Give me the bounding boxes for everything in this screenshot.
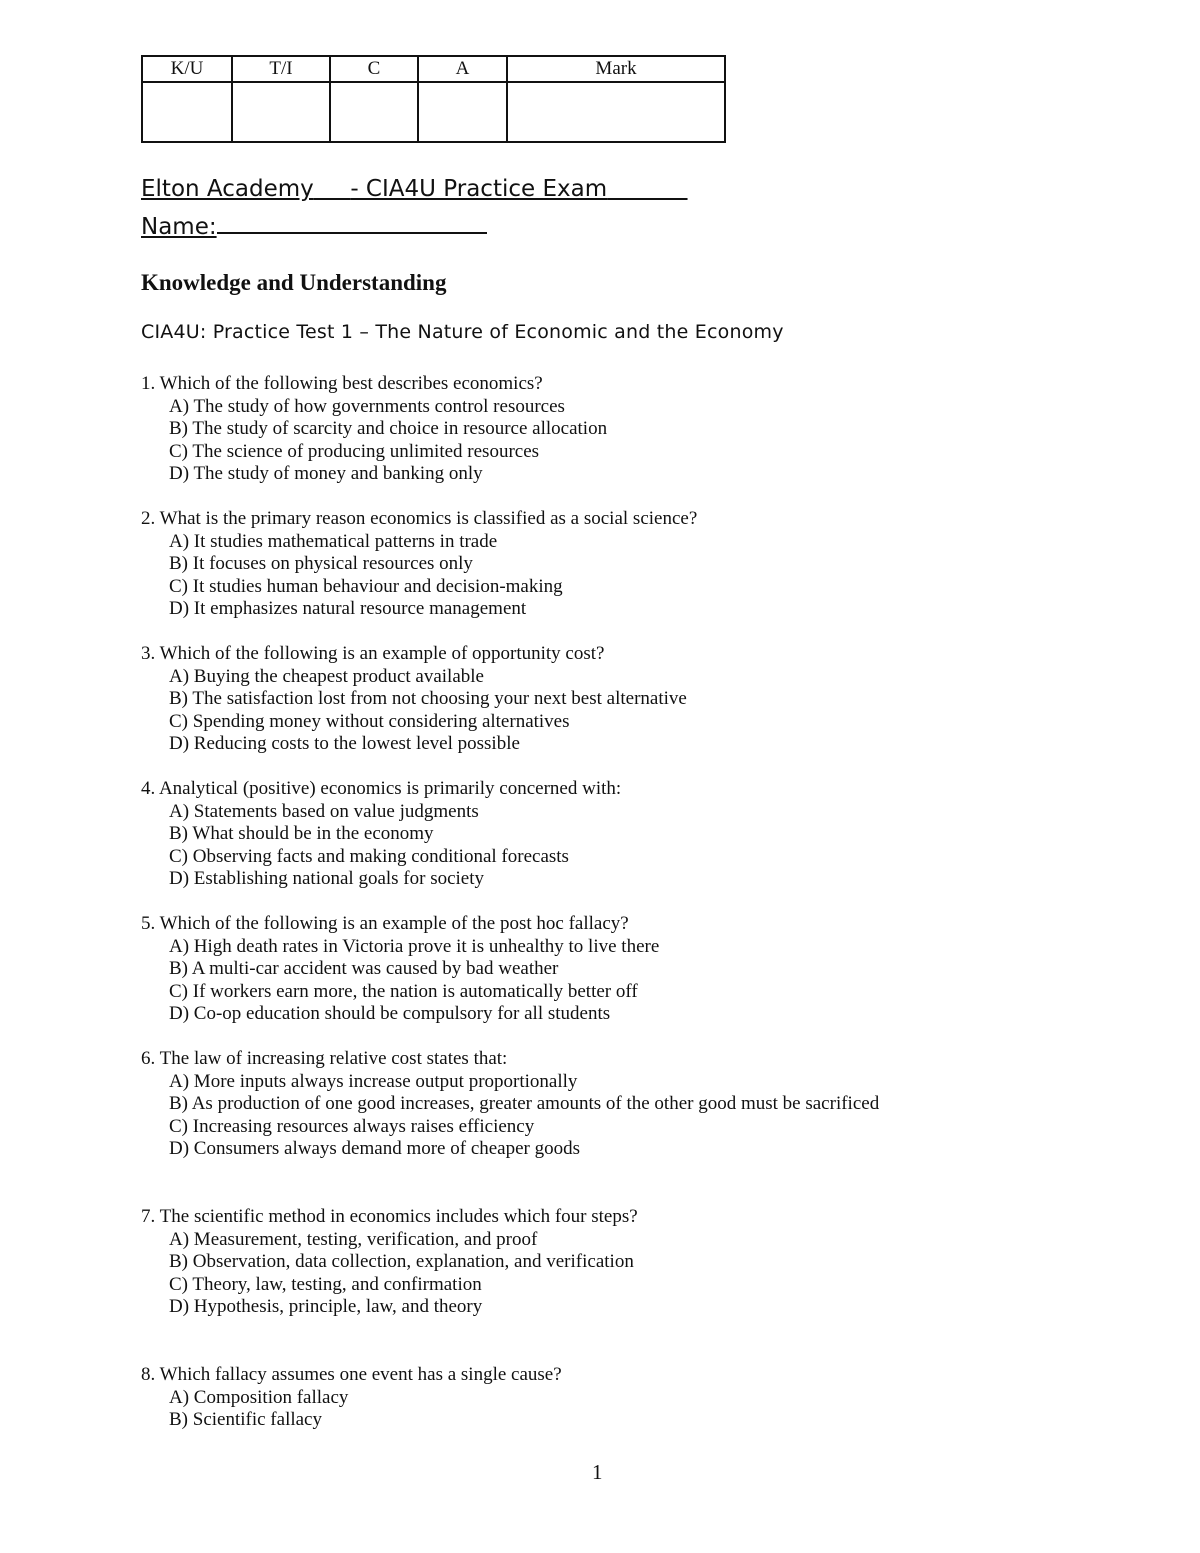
option-c: C) If workers earn more, the nation is automatically better off bbox=[169, 980, 638, 1002]
option-c: C) Observing facts and making conditional forecasts bbox=[169, 845, 569, 867]
marks-cell-c[interactable] bbox=[330, 82, 418, 142]
option-c: C) Increasing resources always raises efficiency bbox=[169, 1115, 535, 1137]
page-number: 1 bbox=[592, 1460, 603, 1484]
option-c: C) The science of producing unlimited resources bbox=[169, 440, 540, 462]
question-7 bbox=[141, 1206, 638, 1319]
option-a: A) Statements based on value judgments bbox=[169, 800, 479, 822]
option-b: B) The study of scarcity and choice in resource allocation bbox=[169, 418, 608, 440]
question-stem: 5. Which of the following is an example of the post hoc fallacy? bbox=[141, 913, 629, 934]
exam-title bbox=[141, 176, 688, 202]
question-2 bbox=[141, 508, 697, 621]
question-stem: 4. Analytical (positive) economics is primarily concerned with: bbox=[141, 778, 622, 799]
option-b: B) Scientific fallacy bbox=[169, 1409, 322, 1431]
question-stem: 3. Which of the following is an example of opportunity cost? bbox=[141, 643, 605, 664]
option-a: A) Composition fallacy bbox=[169, 1386, 349, 1408]
option-b: B) Observation, data collection, explanation, and verification bbox=[169, 1251, 634, 1273]
option-a: A) Buying the cheapest product available bbox=[169, 665, 484, 687]
exam-name: - CIA4U Practice Exam bbox=[350, 176, 608, 202]
option-c: C) It studies human behaviour and decision-making bbox=[169, 575, 563, 597]
name-field[interactable] bbox=[141, 210, 487, 240]
option-c: C) Theory, law, testing, and confirmation bbox=[169, 1273, 482, 1295]
question-8 bbox=[141, 1364, 562, 1432]
question-4 bbox=[141, 778, 621, 891]
marks-table bbox=[141, 55, 726, 143]
name-blank[interactable] bbox=[217, 210, 487, 234]
question-stem: 8. Which fallacy assumes one event has a single cause? bbox=[141, 1364, 562, 1385]
option-d: D) Co-op education should be compulsory for all students bbox=[169, 1003, 611, 1025]
option-b: B) The satisfaction lost from not choosing your next best alternative bbox=[169, 688, 687, 710]
marks-header-mark: Mark bbox=[507, 56, 725, 82]
marks-cell-a[interactable] bbox=[418, 82, 507, 142]
marks-header-ti: T/I bbox=[232, 56, 330, 82]
test-subtitle: CIA4U: Practice Test 1 – The Nature of Economic and the Economy bbox=[141, 321, 784, 343]
option-d: D) The study of money and banking only bbox=[169, 463, 483, 485]
option-a: A) High death rates in Victoria prove it is unhealthy to live there bbox=[169, 935, 660, 957]
option-b: B) What should be in the economy bbox=[169, 823, 434, 845]
question-3 bbox=[141, 643, 687, 756]
question-5 bbox=[141, 913, 659, 1026]
option-a: A) Measurement, testing, verification, and proof bbox=[169, 1228, 538, 1250]
marks-header-a: A bbox=[418, 56, 507, 82]
marks-header-ku: K/U bbox=[142, 56, 232, 82]
option-c: C) Spending money without considering alternatives bbox=[169, 710, 570, 732]
option-a: A) The study of how governments control resources bbox=[169, 395, 565, 417]
school-name: Elton Academy bbox=[141, 176, 314, 202]
question-stem: 6. The law of increasing relative cost states that: bbox=[141, 1048, 508, 1069]
option-b: B) A multi-car accident was caused by bad weather bbox=[169, 958, 559, 980]
option-a: A) It studies mathematical patterns in trade bbox=[169, 530, 498, 552]
section-title: Knowledge and Understanding bbox=[141, 270, 447, 295]
option-d: D) Reducing costs to the lowest level possible bbox=[169, 733, 520, 755]
question-stem: 7. The scientific method in economics includes which four steps? bbox=[141, 1206, 638, 1227]
option-d: D) Establishing national goals for society bbox=[169, 868, 485, 890]
marks-cell-ti[interactable] bbox=[232, 82, 330, 142]
option-d: D) Hypothesis, principle, law, and theory bbox=[169, 1296, 483, 1318]
name-label: Name: bbox=[141, 214, 217, 240]
option-b: B) As production of one good increases, greater amounts of the other good must be sacrificed bbox=[169, 1093, 880, 1115]
option-a: A) More inputs always increase output proportionally bbox=[169, 1070, 578, 1092]
option-d: D) It emphasizes natural resource management bbox=[169, 598, 527, 620]
marks-cell-ku[interactable] bbox=[142, 82, 232, 142]
question-1 bbox=[141, 373, 607, 486]
question-stem: 2. What is the primary reason economics is classified as a social science? bbox=[141, 508, 698, 529]
marks-header-c: C bbox=[330, 56, 418, 82]
option-b: B) It focuses on physical resources only bbox=[169, 553, 473, 575]
question-6 bbox=[141, 1048, 879, 1161]
marks-cell-mark[interactable] bbox=[507, 82, 725, 142]
question-stem: 1. Which of the following best describes economics? bbox=[141, 373, 543, 394]
option-d: D) Consumers always demand more of cheaper goods bbox=[169, 1138, 581, 1160]
